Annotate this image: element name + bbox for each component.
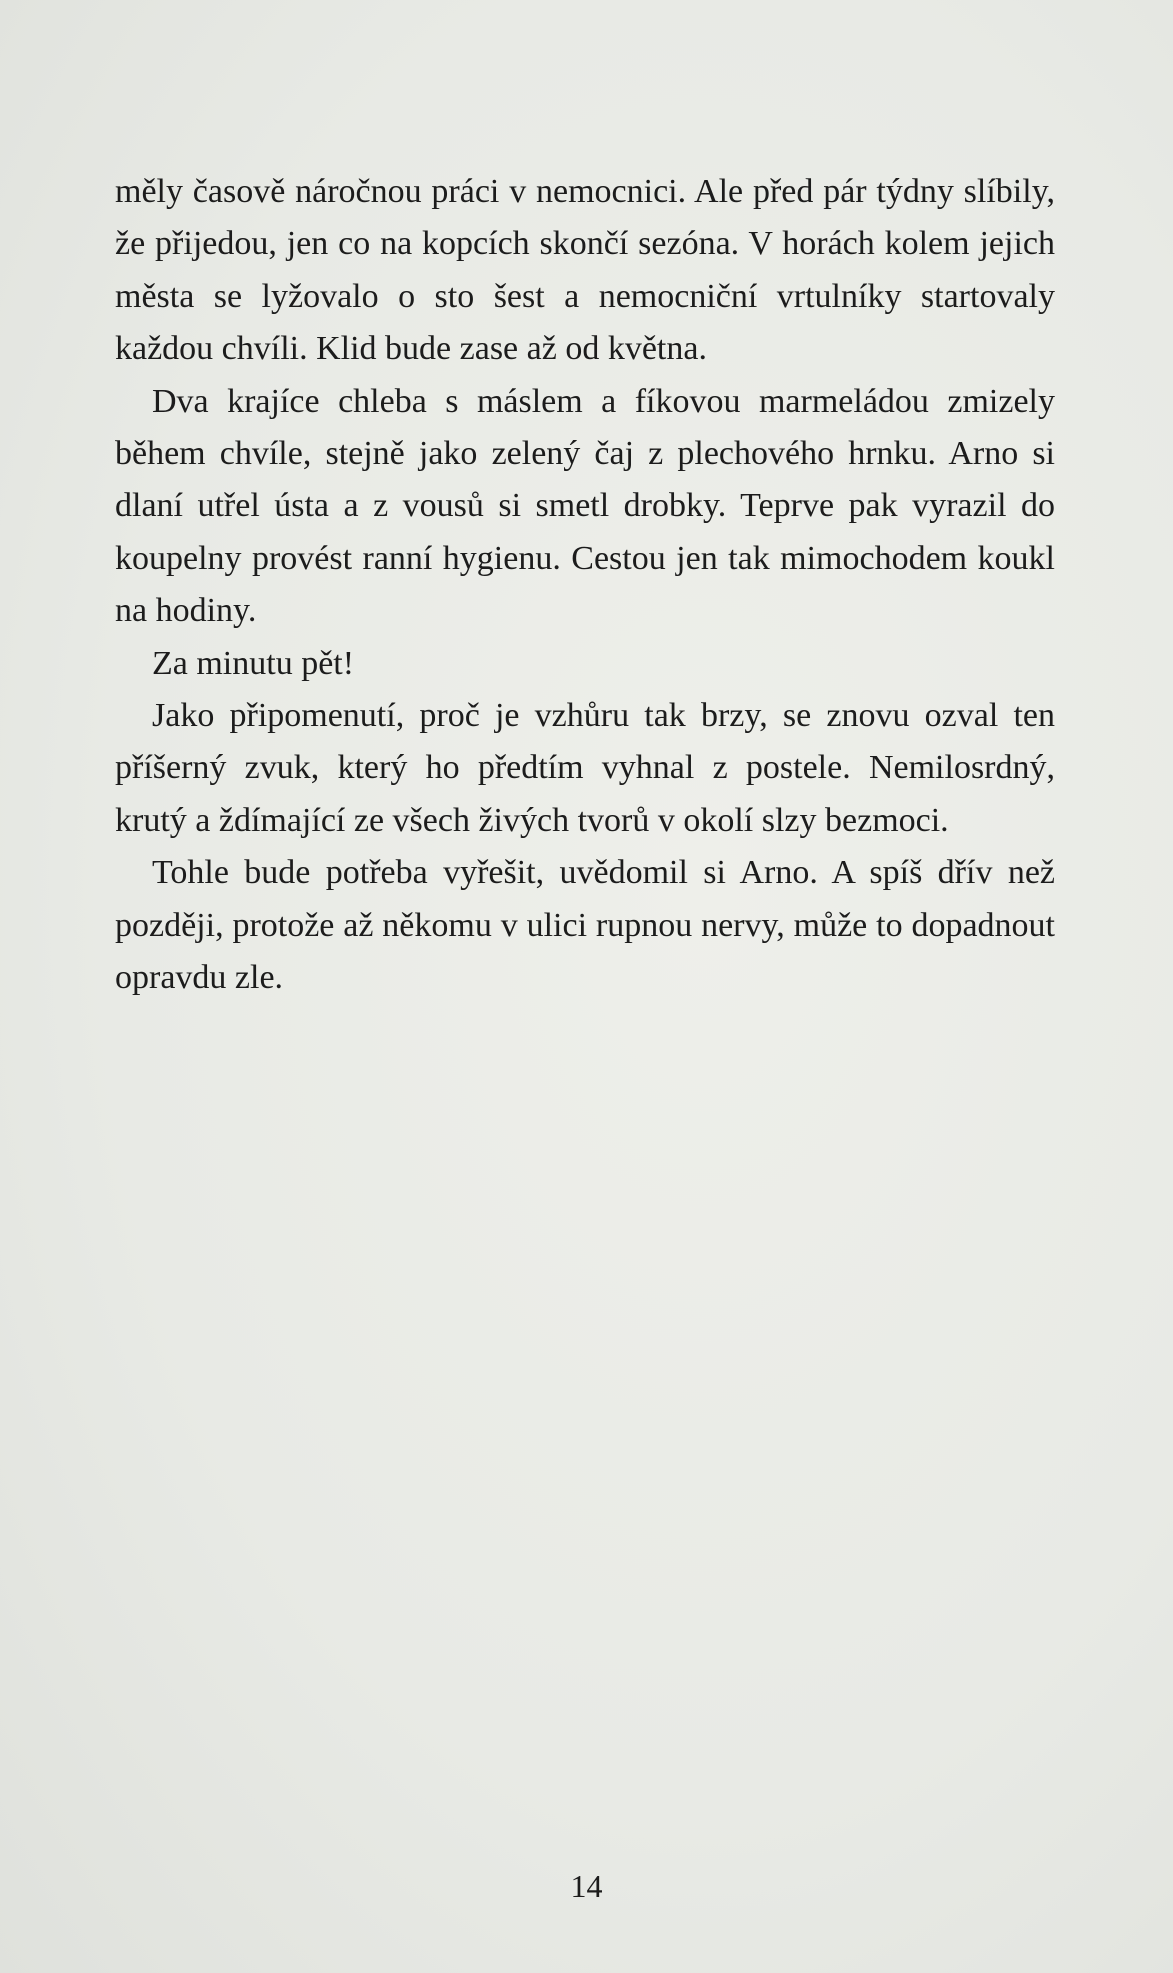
paragraph-2: Dva krajíce chleba s máslem a fíkovou marmeládou zmizely během chvíle, stejně jako zelený čaj z plechového hrnku. Arno si dlaní utřel ústa a z vousů si smetl drobky. Teprve pak vyrazil do koupelny provést ranní hygienu. Cestou jen tak mimochodem koukl na hodiny. xyxy=(115,382,1055,630)
paragraph-3: Za minutu pět! xyxy=(152,644,355,682)
paragraph-4: Jako připomenutí, proč je vzhůru tak brzy, se znovu ozval ten příšerný zvuk, který ho předtím vyhnal z postele. Nemilosrdný, krutý a ždímající ze všech živých tvorů v okolí slzy bezmoci. xyxy=(115,697,1055,839)
paragraph-1: měly časově náročnou práci v nemocnici. Ale před pár týdny slíbily, že přijedou, jen co na kopcích skončí sezóna. V horách kolem jejich města se lyžovalo o sto šest a nemocniční vrtulníky startovaly každou chvíli. Klid bude zase až od května. xyxy=(115,173,1055,368)
paragraph-5: Tohle bude potřeba vyřešit, uvědomil si Arno. A spíš dřív než později, protože až někomu v ulici rupnou nervy, může to dopadnout opravdu zle. xyxy=(115,854,1055,997)
body-text xyxy=(115,166,1055,1005)
page-number: 14 xyxy=(570,1868,603,1904)
